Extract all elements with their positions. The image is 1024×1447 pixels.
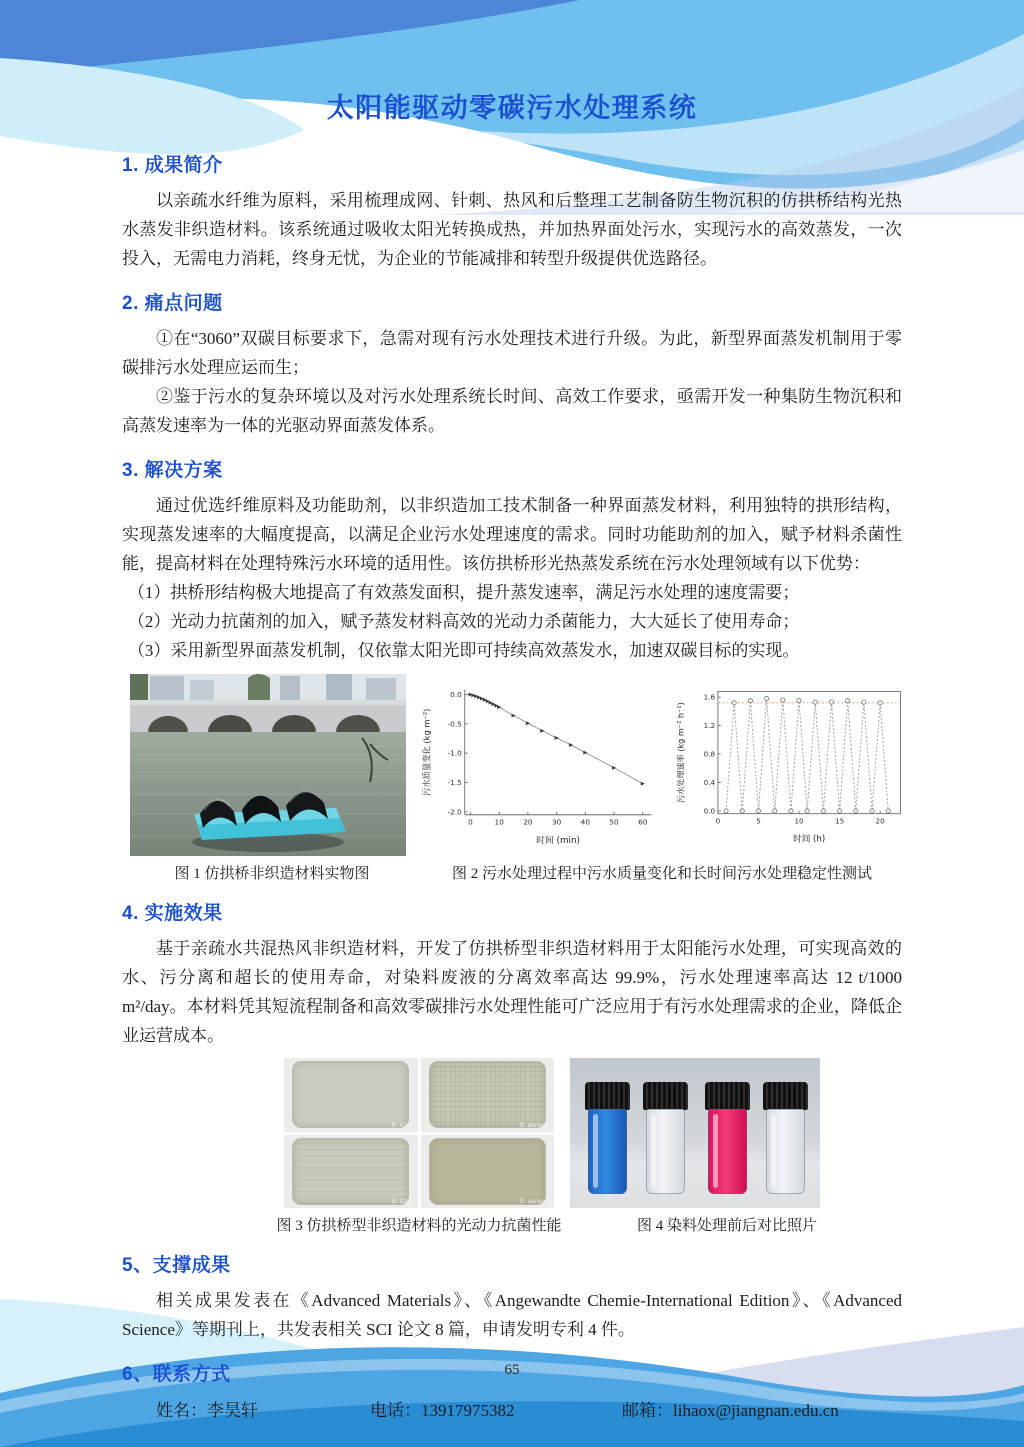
svg-text:污水处理速率 (kg m⁻² h⁻¹): 污水处理速率 (kg m⁻² h⁻¹) [675, 702, 686, 803]
svg-text:1.2: 1.2 [703, 721, 716, 731]
svg-text:-0.5: -0.5 [447, 719, 462, 729]
svg-text:0: 0 [715, 816, 721, 826]
chart-stability [674, 680, 909, 850]
dish-label: E. Coli [391, 1199, 412, 1205]
contact-email [622, 1396, 839, 1421]
page-number: 65 [504, 1362, 520, 1378]
svg-text:5: 5 [756, 816, 761, 826]
figure-row-2 [284, 1058, 902, 1208]
section4-paragraph: 基于亲疏水共混热风非织造材料，开发了仿拱桥型非织造材料用于太阳能污水处理，可实现高效的水、污分离和超长的使用寿命，对染料废液的分离效率高达 99.9%，污水处理速率高达 12 t/1000 m²/day。本材料凭其短流程制备和高效零碳排污水处理性能可广泛应用于有污水处理需求的企业，降低企业运营成本。 [122, 939, 902, 1045]
figure3-photo [284, 1058, 554, 1208]
figure2-caption: 图 2 污水处理过程中污水质量变化和长时间污水处理稳定性测试 [451, 866, 872, 882]
trees [130, 674, 148, 704]
petri-dish [421, 1058, 555, 1132]
svg-text:40: 40 [580, 817, 591, 827]
dish-label: E. Coli [391, 1122, 412, 1129]
svg-text:30: 30 [551, 817, 562, 827]
figure-row-1 [130, 674, 902, 856]
svg-text:60: 60 [638, 817, 648, 827]
svg-text:1.6: 1.6 [703, 692, 716, 702]
contact-phone-value: 13917975382 [421, 1401, 515, 1420]
svg-text:-2.0: -2.0 [447, 807, 462, 817]
svg-text:10: 10 [794, 816, 804, 826]
figure4-photo [570, 1058, 820, 1208]
svg-text:15: 15 [835, 816, 845, 826]
chart-mass-change [419, 680, 661, 850]
section3-list-item-2: （2）光动力抗菌剂的加入，赋予蒸发材料高效的光动力杀菌能力，大大延长了使用寿命； [127, 612, 800, 631]
svg-text:0.8: 0.8 [703, 749, 716, 759]
svg-text:0.4: 0.4 [703, 777, 716, 787]
section-heading-3: 3. 解决方案 [122, 460, 223, 481]
section-heading-6: 6、联系方式 [122, 1364, 231, 1385]
section5-paragraph: 相关成果发表在《Advanced Materials》、《Angewandte Chemie-International Edition》、《Advanced Science》等期刊上，共发表相关 SCI 论文 8 篇，申请发明专利 4 件。 [122, 1291, 902, 1339]
section-heading-1: 1. 成果简介 [122, 155, 223, 176]
section3-paragraph: 通过优选纤维原料及功能助剂，以非织造加工技术制备一种界面蒸发材料，利用独特的拱形结构，实现蒸发速率的大幅度提高，以满足企业污水处理速度的需求。同时功能助剂的加入，赋予材料杀菌性能，提高材料在处理特殊污水环境的适用性。该仿拱桥形光热蒸发系统在污水处理领域有以下优势： [122, 496, 902, 573]
contact-email-label: 邮箱： [622, 1401, 673, 1420]
contact-phone-label: 电话： [370, 1401, 421, 1420]
section3-list-item-1: （1）拱桥形结构极大地提高了有效蒸发面积，提升蒸发速率，满足污水处理的速度需要； [127, 583, 800, 602]
figure4-caption: 图 4 染料处理前后对比照片 [636, 1218, 817, 1234]
svg-text:时间 (h): 时间 (h) [793, 834, 826, 845]
svg-text:污水质量变化 (kg m⁻²): 污水质量变化 (kg m⁻²) [421, 708, 432, 796]
vial-clear-treated [642, 1082, 689, 1194]
contact-phone [370, 1396, 622, 1421]
contact-name-value: 李昊轩 [207, 1401, 258, 1420]
section-heading-4: 4. 实施效果 [122, 903, 223, 924]
svg-text:0.0: 0.0 [703, 806, 716, 816]
svg-text:0: 0 [468, 817, 473, 827]
dish-label: S. aureus [519, 1122, 548, 1129]
svg-text:-1.0: -1.0 [447, 748, 462, 758]
section-heading-5: 5、支撑成果 [122, 1255, 231, 1276]
contact-name-label: 姓名： [156, 1401, 207, 1420]
section2-paragraph-1: ①在“3060”双碳目标要求下，急需对现有污水处理技术进行升级。为此，新型界面蒸发机制用于零碳排污水处理应运而生； [122, 329, 902, 377]
petri-dish [284, 1058, 418, 1132]
vial-blue-dye [584, 1082, 631, 1194]
figure1-caption: 图 1 仿拱桥非织造材料实物图 [174, 866, 370, 882]
vial-clear-treated [762, 1082, 809, 1194]
page-content [122, 0, 902, 1421]
svg-text:20: 20 [523, 817, 533, 827]
contact-name [156, 1396, 370, 1421]
svg-text:50: 50 [609, 817, 619, 827]
dish-label: S. aureus [519, 1199, 548, 1205]
section-heading-2: 2. 痛点问题 [122, 293, 223, 314]
section3-list-item-3: （3）采用新型界面蒸发机制，仅依靠太阳光即可持续高效蒸发水，加速双碳目标的实现。 [127, 641, 800, 660]
page-title: 太阳能驱动零碳污水处理系统 [326, 93, 698, 123]
svg-text:20: 20 [875, 816, 885, 826]
contact-email-value: lihaox@jiangnan.edu.cn [673, 1401, 839, 1420]
caption-row-2 [252, 1214, 902, 1235]
svg-text:0.0: 0.0 [450, 690, 462, 700]
svg-text:10: 10 [494, 817, 504, 827]
petri-dish [421, 1135, 555, 1209]
contact-row [156, 1396, 902, 1421]
petri-dish [284, 1135, 418, 1209]
svg-text:时间 (min): 时间 (min) [536, 836, 580, 847]
section2-paragraph-2: ②鉴于污水的复杂环境以及对污水处理系统长时间、高效工作要求，亟需开发一种集防生物沉积和高蒸发速率为一体的光驱动界面蒸发体系。 [122, 387, 902, 435]
caption-row-1 [122, 862, 902, 883]
figure3-caption: 图 3 仿拱桥型非织造材料的光动力抗菌性能 [276, 1218, 562, 1234]
svg-text:-1.5: -1.5 [447, 778, 462, 788]
figure1-photo [130, 674, 406, 856]
vial-pink-dye [704, 1082, 751, 1194]
section1-paragraph: 以亲疏水纤维为原料，采用梳理成网、针刺、热风和后整理工艺制备防生物沉积的仿拱桥结构光热水蒸发非织造材料。该系统通过吸收太阳光转换成热，并加热界面处污水，实现污水的高效蒸发，一次投入，无需电力消耗，终身无忧，为企业的节能减排和转型升级提供优选路径。 [122, 191, 902, 268]
bridge [130, 700, 406, 732]
